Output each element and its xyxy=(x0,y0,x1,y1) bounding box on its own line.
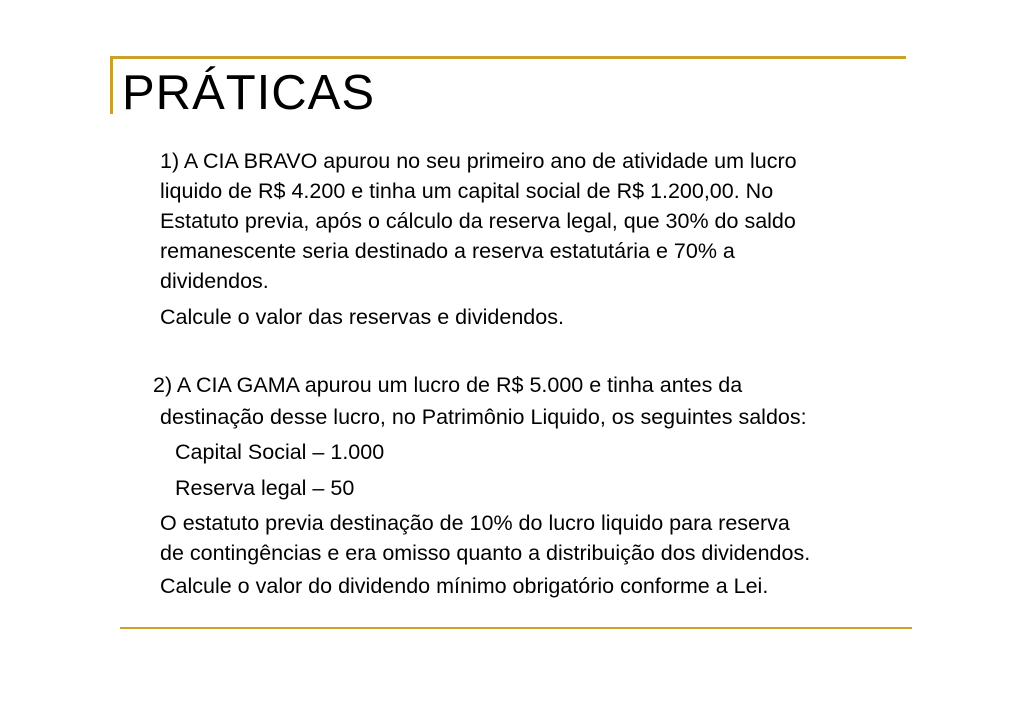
bottom-rule xyxy=(120,627,912,629)
problem-2-statute-line: O estatuto previa destinação de 10% do lucro liquido para reserva xyxy=(160,511,790,535)
problem-2-line: 2) A CIA GAMA apurou um lucro de R$ 5.000 e tinha antes da xyxy=(153,373,743,397)
problem-1-line: 1) A CIA BRAVO apurou no seu primeiro ano de atividade um lucro xyxy=(160,149,797,173)
balance-reserva-legal: Reserva legal – 50 xyxy=(175,476,355,500)
problem-1-line: dividendos. xyxy=(160,269,269,293)
problem-2-statute-line: de contingências e era omisso quanto a distribuição dos dividendos. xyxy=(160,541,811,565)
problem-1-question: Calcule o valor das reservas e dividendos. xyxy=(160,305,564,329)
problem-1-line: liquido de R$ 4.200 e tinha um capital social de R$ 1.200,00. No xyxy=(160,179,774,203)
title-left-rule xyxy=(110,56,113,114)
problem-1-line: remanescente seria destinado a reserva estatutária e 70% a xyxy=(160,239,735,263)
slide-title: PRÁTICAS xyxy=(122,66,376,120)
balance-capital-social: Capital Social – 1.000 xyxy=(175,440,385,464)
problem-2-line: destinação desse lucro, no Patrimônio Liquido, os seguintes saldos: xyxy=(160,405,807,429)
problem-1-line: Estatuto previa, após o cálculo da reserva legal, que 30% do saldo xyxy=(160,209,796,233)
problem-2-question: Calcule o valor do dividendo mínimo obrigatório conforme a Lei. xyxy=(160,574,769,598)
title-top-rule xyxy=(110,56,906,59)
